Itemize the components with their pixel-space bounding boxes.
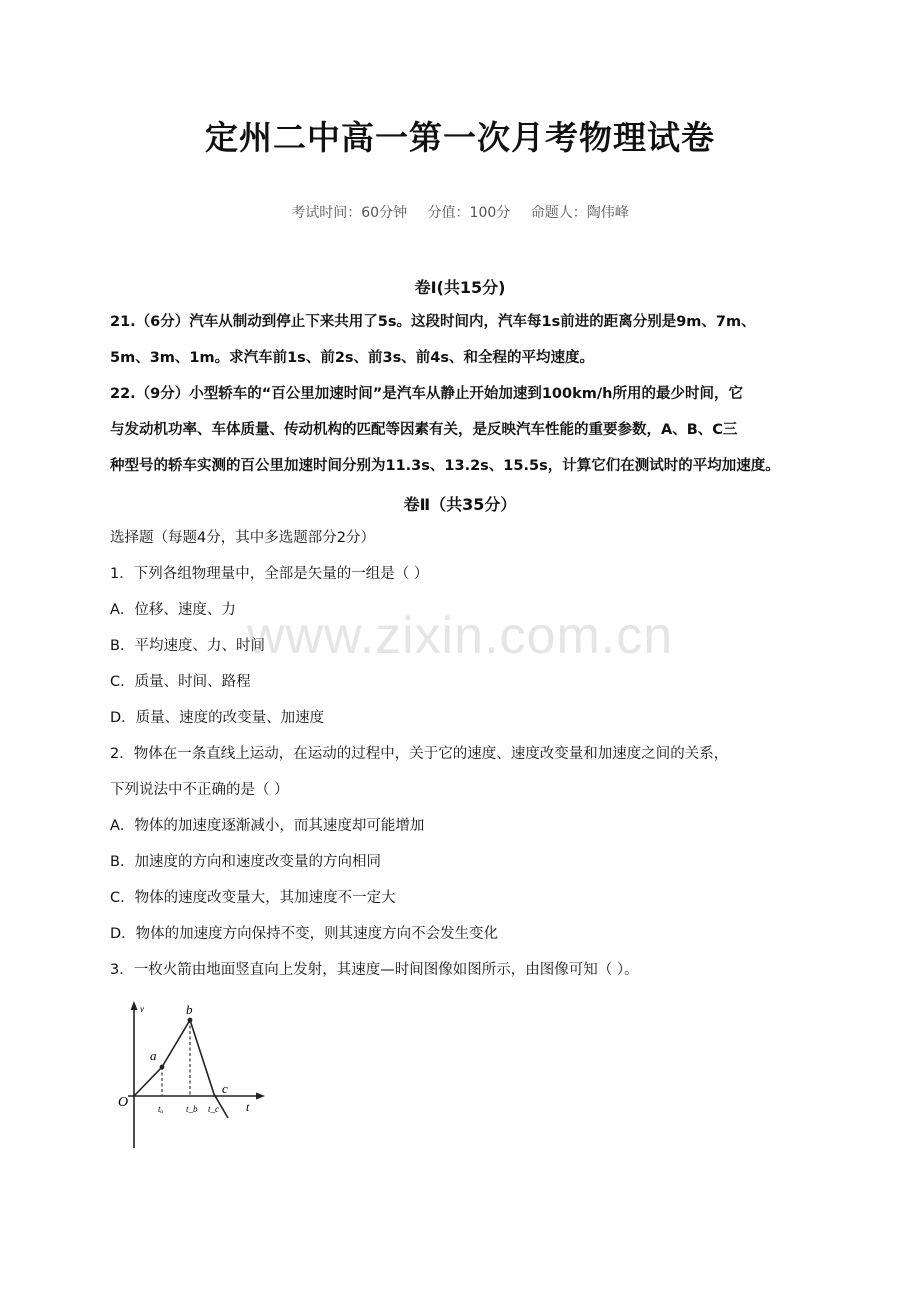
q22-line3: 种型号的轿车实测的百公里加速时间分别为11.3s、13.2s、15.5s，计算它们在测试时的平均加速度。 <box>110 458 780 474</box>
q2-option-b: B．加速度的方向和速度改变量的方向相同 <box>110 854 381 870</box>
exam-time: 考试时间：60分钟 <box>291 205 408 221</box>
q1-stem: 1．下列各组物理量中，全部是矢量的一组是（ ） <box>110 566 429 582</box>
q22-line2: 与发动机功率、车体质量、传动机构的匹配等因素有关，是反映汽车性能的重要参数，A、B、C三 <box>110 422 738 438</box>
q1-option-a: A．位移、速度、力 <box>110 602 236 618</box>
v-axis-arrow <box>131 1001 138 1010</box>
q22-line1: 22.（9分）小型轿车的“百公里加速时间”是汽车从静止开始加速到100km/h所用的最少时间，它 <box>110 386 743 402</box>
page-title: 定州二中高一第一次月考物理试卷 <box>205 118 715 157</box>
v-axis-label: v <box>140 1004 144 1014</box>
label-tb: t_b <box>186 1104 198 1114</box>
watermark: www.zixin.com.cn <box>246 607 674 665</box>
q2-option-a: A．物体的加速度逐渐减小，而其速度却可能增加 <box>110 818 425 834</box>
part1-heading: 卷Ⅰ(共15分) <box>414 278 506 297</box>
q1-option-b: B．平均速度、力、时间 <box>110 638 265 654</box>
label-tc: t_c <box>208 1104 219 1114</box>
q3-stem: 3．一枚火箭由地面竖直向上发射，其速度—时间图像如图所示，由图像可知（ ）。 <box>110 962 639 978</box>
t-axis-arrow <box>256 1093 265 1100</box>
q1-option-d: D．质量、速度的改变量、加速度 <box>110 710 325 726</box>
label-c: c <box>222 1081 228 1096</box>
q2-stem-line1: 2．物体在一条直线上运动，在运动的过程中，关于它的速度、速度改变量和加速度之间的关系， <box>110 746 729 762</box>
label-b: b <box>186 1002 193 1017</box>
origin-label: O <box>118 1095 129 1110</box>
q2-option-d: D．物体的加速度方向保持不变，则其速度方向不会发生变化 <box>110 926 499 942</box>
part2-heading: 卷Ⅱ（共35分） <box>403 495 517 514</box>
q1-option-c: C．质量、时间、路程 <box>110 674 251 690</box>
label-ta: tₐ <box>158 1104 164 1114</box>
exam-score: 分值：100分 <box>427 205 511 221</box>
t-axis-label: t <box>246 1100 250 1114</box>
exam-info <box>0 202 920 222</box>
q2-stem-line2: 下列说法中不正确的是（ ） <box>110 782 289 798</box>
velocity-time-graph <box>110 998 270 1153</box>
label-a: a <box>150 1048 157 1063</box>
exam-author: 命题人：陶伟峰 <box>530 205 629 221</box>
q21-line1: 21.（6分）汽车从制动到停止下来共用了5s。这段时间内，汽车每1s前进的距离分别是9m、7m、 <box>110 314 756 330</box>
q21-line2: 5m、3m、1m。求汽车前1s、前2s、前3s、前4s、和全程的平均速度。 <box>110 350 594 366</box>
part2-instructions: 选择题（每题4分，其中多选题部分2分） <box>110 530 375 546</box>
q2-option-c: C．物体的速度改变量大，其加速度不一定大 <box>110 890 396 906</box>
